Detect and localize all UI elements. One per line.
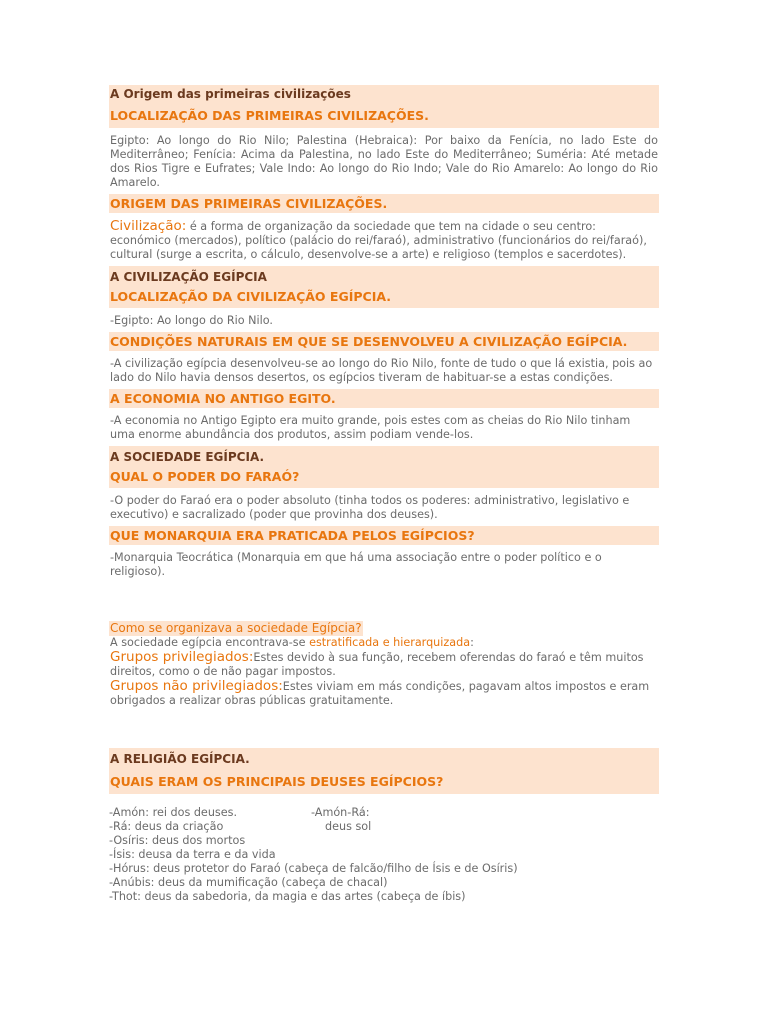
god-isis: -Ísis: deusa da terra e da vida xyxy=(109,848,276,861)
section-title-monarquia: QUE MONARQUIA ERA PRATICADA PELOS EGÍPCIOS? xyxy=(109,526,659,545)
god-osiris: -Osíris: deus dos mortos xyxy=(109,834,246,847)
sociedade-intro-end: : xyxy=(470,636,474,649)
paragraph-civilizacao xyxy=(109,217,659,262)
paragraph-sociedade-intro xyxy=(109,636,659,650)
section-title-poder-farao: QUAL O PODER DO FARAÓ? xyxy=(109,467,659,488)
god-amon-ra: -Amón-Rá: xyxy=(311,806,370,819)
gods-list xyxy=(109,806,659,904)
paragraph-poder-farao: -O poder do Faraó era o poder absoluto (tinha todos os poderes: administrativo, legislativo e executivo) e sacralizado (poder que provinha dos deuses). xyxy=(110,494,630,521)
section-title-localizacao-egipcia: LOCALIZAÇÃO DA CIVILIZAÇÃO EGÍPCIA. xyxy=(109,287,659,308)
grupos-privilegiados-text: Estes devido à sua função, recebem oferendas do faraó e têm muitos direitos, como o de não pagar impostos. xyxy=(110,651,644,678)
paragraph-grupos-privilegiados xyxy=(109,650,659,679)
term-civilizacao: Civilização: xyxy=(110,218,187,234)
section-title-condicoes-naturais: CONDIÇÕES NATURAIS EM QUE SE DESENVOLVEU A CIVILIZAÇÃO EGÍPCIA. xyxy=(109,332,659,351)
section-title-deuses: QUAIS ERAM OS PRINCIPAIS DEUSES EGÍPCIOS? xyxy=(109,771,659,794)
paragraph-localizacao-egipcia: -Egipto: Ao longo do Rio Nilo. xyxy=(110,314,273,327)
god-thot: -Thot: deus da sabedoria, da magia e das artes (cabeça de íbis) xyxy=(109,890,466,903)
god-ra: -Rá: deus da criação xyxy=(109,820,224,833)
civilizacao-definition: é a forma de organização da sociedade que tem na cidade o seu centro: económico (mercados), político (palácio do rei/faraó), administrativo (funcionários do rei/faraó), cultural (surge a escrita, o cálculo, desenvolve-se a arte) e religioso (templos e sacerdotes). xyxy=(110,220,647,261)
grupos-nao-privilegiados-text: Estes viviam em más condições, pagavam altos impostos e eram obrigados a realizar obras públicas gratuitamente. xyxy=(110,680,650,707)
paragraph-localizacao-primeiras: Egipto: Ao longo do Rio Nilo; Palestina (Hebraica): Por baixo da Fenícia, no lado Este do Mediterrâneo; Fenícia: Acima da Palestina, no lado Este do Mediterrâneo; Suméria: Até metade dos Rios Tigre e Eufrates; Vale Indo: Ao longo do Rio Indo; Vale do Rio Amarelo: Ao longo do Rio Amarelo. xyxy=(110,134,658,189)
document-page xyxy=(109,85,659,904)
sociedade-intro-highlight: estratificada e hierarquizada xyxy=(309,636,471,649)
section-title-localizacao-primeiras: LOCALIZAÇÃO DAS PRIMEIRAS CIVILIZAÇÕES. xyxy=(109,104,659,128)
section-title-sociedade-egipcia: A SOCIEDADE EGÍPCIA. xyxy=(109,446,659,467)
paragraph-condicoes-naturais: -A civilização egípcia desenvolveu-se ao longo do Rio Nilo, fonte de tudo o que lá existia, pois ao lado do Nilo havia densos desertos, os egípcios tiveram de habituar-se a estas condições. xyxy=(110,357,653,384)
paragraph-grupos-nao-privilegiados xyxy=(109,679,659,708)
god-horus: -Hórus: deus protetor do Faraó (cabeça de falcão/filho de Ísis e de Osíris) xyxy=(109,862,518,875)
section-title-religiao: A RELIGIÃO EGÍPCIA. xyxy=(109,748,659,771)
god-amon: -Amón: rei dos deuses. xyxy=(109,806,238,819)
paragraph-economia: -A economia no Antigo Egipto era muito grande, pois estes com as cheias do Rio Nilo tinham uma enorme abundância dos produtos, assim podiam vende-los. xyxy=(110,414,631,441)
term-grupos-nao-privilegiados: Grupos não privilegiados: xyxy=(110,678,283,694)
document-title: A Origem das primeiras civilizações xyxy=(109,85,659,104)
god-anubis: -Anúbis: deus da mumificação (cabeça de chacal) xyxy=(109,876,388,889)
term-grupos-privilegiados: Grupos privilegiados: xyxy=(110,649,254,665)
paragraph-monarquia: -Monarquia Teocrática (Monarquia em que há uma associação entre o poder político e o religioso). xyxy=(110,551,602,578)
question-organizacao-sociedade: Como se organizava a sociedade Egípcia? xyxy=(110,621,362,635)
section-title-origem-primeiras: ORIGEM DAS PRIMEIRAS CIVILIZAÇÕES. xyxy=(109,194,659,213)
section-title-economia: A ECONOMIA NO ANTIGO EGITO. xyxy=(109,389,659,408)
section-title-civilizacao-egipcia: A CIVILIZAÇÃO EGÍPCIA xyxy=(109,266,659,287)
sociedade-intro-text: A sociedade egípcia encontrava-se xyxy=(110,636,310,649)
god-amon-ra-desc: deus sol xyxy=(325,820,372,833)
